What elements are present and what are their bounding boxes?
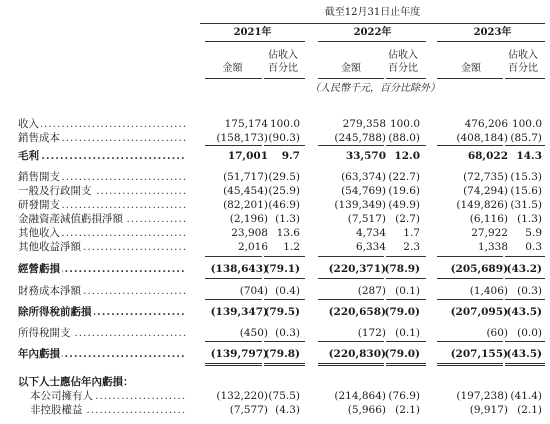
- total-rule: [318, 365, 384, 366]
- cell-pct-2021: (75.5): [268, 390, 300, 402]
- col-rule-3: [318, 78, 384, 79]
- col-pct-2022-line1: 佔收入: [388, 50, 418, 61]
- cell-amount-2022: (220,830): [328, 348, 386, 360]
- cell-pct-2021: (79.1): [264, 263, 300, 275]
- total-rule: [264, 341, 305, 342]
- row-label-text: 毛利: [18, 150, 39, 162]
- cell-pct-2023: (1.3): [517, 213, 542, 225]
- period-rule: [200, 23, 545, 24]
- attribution-title: 以下人士應佔年內虧損：: [18, 376, 134, 388]
- cell-amount-2021: (139,797): [210, 348, 268, 360]
- cell-pct-2022: (2.1): [395, 404, 420, 416]
- cell-pct-2021: (1.3): [275, 213, 300, 225]
- total-rule: [386, 363, 426, 364]
- cell-amount-2023: (207,155): [450, 348, 508, 360]
- cell-pct-2023: (43.5): [506, 348, 542, 360]
- total-rule: [205, 299, 262, 300]
- cell-amount-2022: (54,769): [341, 185, 386, 197]
- total-rule: [437, 256, 503, 257]
- total-rule: [505, 278, 545, 279]
- table-row: [0, 184, 550, 198]
- cell-amount-2023: (60): [486, 327, 508, 339]
- table-row: [0, 131, 550, 145]
- cell-pct-2022: (49.9): [388, 199, 420, 211]
- col-rule-2: [264, 78, 305, 79]
- cell-pct-2022: (76.9): [388, 390, 420, 402]
- cell-pct-2022: (79.0): [384, 348, 420, 360]
- cell-pct-2023: (43.5): [506, 306, 542, 318]
- total-rule: [437, 278, 503, 279]
- year-rule-2021: [205, 41, 305, 42]
- col-amount-2022: 金額: [341, 63, 361, 74]
- total-rule: [264, 256, 305, 257]
- row-label-text: 銷售開支: [18, 171, 60, 183]
- table-row: [0, 117, 550, 131]
- total-rule: [205, 256, 262, 257]
- cell-amount-2022: (5,966): [347, 404, 386, 416]
- total-rule: [437, 299, 503, 300]
- col-pct-2023-line2: 百分比: [508, 63, 538, 74]
- total-rule: [386, 365, 426, 366]
- cell-pct-2022: (79.0): [384, 306, 420, 318]
- row-label: [18, 305, 186, 319]
- cell-pct-2021: (29.5): [268, 171, 300, 183]
- cell-pct-2023: 14.3: [516, 150, 542, 162]
- row-label-text: 經營虧損: [18, 263, 60, 275]
- table-row: [0, 262, 550, 276]
- cell-amount-2023: (149,826): [456, 199, 508, 211]
- col-amount-2023: 金額: [461, 63, 481, 74]
- year-rule-2022: [318, 41, 426, 42]
- cell-pct-2021: (46.9): [268, 199, 300, 211]
- total-rule: [264, 363, 305, 364]
- cell-pct-2022: 100.0: [389, 118, 420, 130]
- row-label-text: 收入: [18, 118, 39, 130]
- cell-pct-2022: (0.1): [395, 285, 420, 297]
- total-rule: [386, 299, 426, 300]
- row-label: [18, 240, 186, 254]
- table-row: [0, 149, 550, 163]
- cell-amount-2021: (450): [239, 327, 268, 339]
- total-rule: [437, 341, 503, 342]
- cell-pct-2023: 100.0: [511, 118, 542, 130]
- cell-amount-2022: (139,349): [334, 199, 386, 211]
- cell-amount-2023: 476,206: [464, 118, 508, 130]
- cell-pct-2021: 13.6: [276, 227, 300, 239]
- row-label: [18, 198, 186, 212]
- cell-pct-2023: (85.7): [510, 132, 542, 144]
- col-rule-4: [386, 78, 426, 79]
- total-rule: [505, 256, 545, 257]
- cell-pct-2022: (78.9): [384, 263, 420, 275]
- cell-pct-2023: (0.3): [517, 285, 542, 297]
- table-row: [0, 284, 550, 298]
- col-pct-2022-line2: 百分比: [388, 63, 418, 74]
- row-label-text: 其他收益淨額: [18, 241, 81, 253]
- cell-pct-2023: (43.2): [506, 263, 542, 275]
- row-label-text: 其他收入: [18, 227, 60, 239]
- row-label-text: 本公司擁有人: [30, 390, 93, 402]
- cell-pct-2023: (41.4): [510, 390, 542, 402]
- cell-amount-2022: 33,570: [345, 150, 386, 162]
- table-row: [0, 198, 550, 212]
- cell-amount-2022: 4,734: [355, 227, 386, 239]
- col-pct-2023-line1: 佔收入: [508, 50, 538, 61]
- cell-amount-2021: (45,454): [223, 185, 268, 197]
- cell-pct-2021: 9.7: [281, 150, 300, 162]
- cell-amount-2022: (63,374): [341, 171, 386, 183]
- total-rule: [264, 299, 305, 300]
- cell-amount-2023: (6,116): [469, 213, 508, 225]
- cell-pct-2022: (88.0): [388, 132, 420, 144]
- cell-pct-2022: (19.6): [388, 185, 420, 197]
- period-header: 截至12月31日止年度: [324, 7, 421, 18]
- table-row: [0, 403, 550, 417]
- total-rule: [205, 363, 262, 364]
- cell-pct-2021: (4.3): [275, 404, 300, 416]
- total-rule: [386, 278, 426, 279]
- cell-amount-2023: (1,406): [469, 285, 508, 297]
- col-rule-1: [205, 78, 262, 79]
- cell-pct-2023: (0.0): [517, 327, 542, 339]
- total-rule: [505, 145, 545, 146]
- cell-amount-2021: (82,201): [223, 199, 268, 211]
- row-label-text: 年內虧損: [18, 348, 60, 360]
- row-label: [30, 389, 186, 403]
- cell-pct-2021: 1.2: [283, 241, 300, 253]
- cell-pct-2023: 0.3: [525, 241, 542, 253]
- cell-amount-2021: 17,001: [227, 150, 268, 162]
- cell-amount-2023: (205,689): [450, 263, 508, 275]
- cell-amount-2021: 175,174: [224, 118, 268, 130]
- table-row: [0, 326, 550, 340]
- row-label: [18, 326, 186, 340]
- cell-amount-2021: (51,717): [223, 171, 268, 183]
- cell-pct-2021: (0.3): [275, 327, 300, 339]
- cell-amount-2022: (220,658): [328, 306, 386, 318]
- cell-pct-2022: 12.0: [394, 150, 420, 162]
- total-rule: [318, 145, 384, 146]
- cell-amount-2021: (139,347): [210, 306, 268, 318]
- cell-amount-2023: 1,338: [477, 241, 508, 253]
- cell-pct-2021: (0.4): [275, 285, 300, 297]
- cell-amount-2022: 6,334: [355, 241, 386, 253]
- row-label-text: 金融資產減值虧損淨額: [18, 213, 123, 225]
- total-rule: [386, 256, 426, 257]
- row-label-text: 銷售成本: [18, 132, 60, 144]
- row-label: [18, 117, 186, 131]
- total-rule: [505, 341, 545, 342]
- total-rule: [437, 145, 503, 146]
- total-rule: [205, 278, 262, 279]
- cell-amount-2022: (7,517): [347, 213, 386, 225]
- row-label-text: 研發開支: [18, 199, 60, 211]
- cell-amount-2023: (207,095): [450, 306, 508, 318]
- cell-amount-2021: 2,016: [237, 241, 268, 253]
- cell-pct-2021: (79.5): [264, 306, 300, 318]
- total-rule: [505, 363, 545, 364]
- table-row: [0, 347, 550, 361]
- year-header-2023: 2023年: [473, 27, 512, 38]
- row-label: [30, 403, 186, 417]
- cell-pct-2022: 1.7: [403, 227, 420, 239]
- row-label-text: 所得稅開支: [18, 327, 71, 339]
- table-row: [0, 212, 550, 226]
- row-label: [18, 131, 186, 145]
- total-rule: [264, 365, 305, 366]
- cell-pct-2022: (2.7): [395, 213, 420, 225]
- row-label: [18, 212, 186, 226]
- cell-amount-2023: (72,735): [463, 171, 508, 183]
- total-rule: [386, 145, 426, 146]
- row-label: [18, 284, 186, 298]
- cell-amount-2023: (9,917): [469, 404, 508, 416]
- table-row: [0, 240, 550, 254]
- total-rule: [437, 363, 503, 364]
- cell-amount-2021: (704): [239, 285, 268, 297]
- cell-amount-2021: (158,173): [216, 132, 268, 144]
- cell-amount-2023: (197,238): [456, 390, 508, 402]
- total-rule: [264, 278, 305, 279]
- unit-note: （人民幣千元，百分比除外）: [310, 83, 440, 94]
- table-row: [0, 226, 550, 240]
- cell-pct-2023: (15.3): [510, 171, 542, 183]
- total-rule: [205, 145, 262, 146]
- total-rule: [318, 363, 384, 364]
- cell-amount-2022: 279,358: [342, 118, 386, 130]
- total-rule: [386, 341, 426, 342]
- year-header-2022: 2022年: [353, 27, 392, 38]
- cell-amount-2023: (408,184): [456, 132, 508, 144]
- cell-pct-2022: (22.7): [388, 171, 420, 183]
- cell-pct-2023: (15.6): [510, 185, 542, 197]
- row-label: [18, 184, 186, 198]
- row-label-text: 財務成本淨額: [18, 285, 81, 297]
- total-rule: [318, 278, 384, 279]
- cell-amount-2023: (74,294): [463, 185, 508, 197]
- cell-pct-2021: 100.0: [269, 118, 300, 130]
- row-label-text: 一般及行政開支: [18, 185, 92, 197]
- cell-amount-2022: (287): [357, 285, 386, 297]
- total-rule: [205, 341, 262, 342]
- col-rule-6: [505, 78, 545, 79]
- table-row: [0, 305, 550, 319]
- row-label-text: 非控股權益: [30, 404, 83, 416]
- total-rule: [505, 365, 545, 366]
- cell-pct-2021: (25.9): [268, 185, 300, 197]
- cell-pct-2021: (90.3): [268, 132, 300, 144]
- row-label: [18, 149, 186, 163]
- cell-amount-2022: (220,371): [328, 263, 386, 275]
- table-row: [0, 389, 550, 403]
- col-rule-5: [437, 78, 503, 79]
- col-pct-2021-line2: 百分比: [268, 63, 298, 74]
- total-rule: [318, 341, 384, 342]
- row-label: [18, 347, 186, 361]
- cell-amount-2021: (138,643): [210, 263, 268, 275]
- total-rule: [437, 365, 503, 366]
- cell-pct-2021: (79.8): [264, 348, 300, 360]
- cell-amount-2021: 23,908: [231, 227, 268, 239]
- total-rule: [205, 365, 262, 366]
- col-pct-2021-line1: 佔收入: [268, 50, 298, 61]
- cell-pct-2022: (0.1): [395, 327, 420, 339]
- cell-amount-2023: 68,022: [467, 150, 508, 162]
- col-amount-2021: 金額: [222, 63, 243, 74]
- cell-amount-2021: (132,220): [216, 390, 268, 402]
- cell-amount-2021: (2,196): [229, 213, 268, 225]
- year-header-2021: 2021年: [233, 27, 272, 38]
- cell-amount-2022: (245,788): [334, 132, 386, 144]
- row-label: [18, 262, 186, 276]
- total-rule: [318, 299, 384, 300]
- total-rule: [264, 145, 305, 146]
- row-label: [18, 226, 186, 240]
- cell-amount-2021: (7,577): [229, 404, 268, 416]
- cell-pct-2023: 5.9: [525, 227, 542, 239]
- cell-amount-2022: (172): [357, 327, 386, 339]
- row-label: [18, 170, 186, 184]
- total-rule: [505, 299, 545, 300]
- cell-amount-2023: 27,922: [471, 227, 508, 239]
- total-rule: [318, 256, 384, 257]
- row-label-text: 除所得稅前虧損: [18, 306, 92, 318]
- table-row: [0, 170, 550, 184]
- cell-pct-2023: (31.5): [510, 199, 542, 211]
- cell-amount-2022: (214,864): [334, 390, 386, 402]
- cell-pct-2022: 2.3: [403, 241, 420, 253]
- cell-pct-2023: (2.1): [517, 404, 542, 416]
- year-rule-2023: [437, 41, 545, 42]
